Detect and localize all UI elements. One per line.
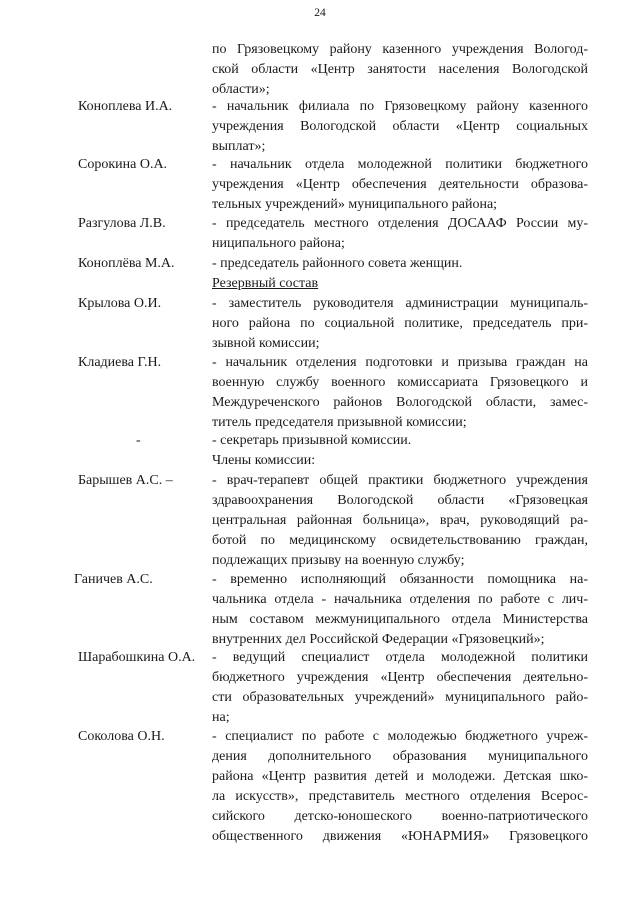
- position-line: внутренних дел Российской Федерации «Грязовецкий»;: [212, 632, 545, 647]
- member-name: Разгулова Л.В.: [78, 216, 166, 231]
- position-line: - председатель местного отделения ДОСААФ России му-: [212, 216, 588, 231]
- member-position: [212, 727, 588, 847]
- position-line: - секретарь призывной комиссии.: [212, 433, 412, 448]
- position-line: ниципального района;: [212, 236, 345, 251]
- member-name: Крылова О.И.: [78, 296, 162, 311]
- position-line: на;: [212, 710, 230, 725]
- member-position: [212, 214, 588, 254]
- position-line: сти образовательных учреждений» муниципального райо-: [212, 690, 588, 705]
- members-heading: Члены комиссии:: [212, 453, 316, 468]
- position-line: - начальник филиала по Грязовецкому району казенного: [212, 99, 588, 114]
- position-line: зывной комиссии;: [212, 336, 320, 351]
- position-line: - временно исполняющий обязанности помощника на-: [212, 572, 588, 587]
- member-name: Коноплева И.А.: [78, 99, 173, 114]
- position-line: ным составом межмуниципального отдела Министерства: [212, 612, 588, 627]
- position-line: центральная районная больница», врач, руководящий ра-: [212, 513, 588, 528]
- position-line: выплат»;: [212, 139, 266, 154]
- position-line: военную службу военного комиссариата Грязовецкого и: [212, 375, 588, 390]
- position-line: бюджетного учреждения «Центр обеспечения деятельно-: [212, 670, 588, 685]
- position-line: ла искусств», представитель местного отделения Всерос-: [212, 789, 588, 804]
- position-line: - ведущий специалист отдела молодежной политики: [212, 650, 588, 665]
- position-line: здравоохранения Вологодской области «Грязовецкая: [212, 493, 588, 508]
- member-name: Соколова О.Н.: [78, 729, 165, 744]
- member-name: Ганичев А.С.: [74, 572, 153, 587]
- page-number: 24: [314, 7, 326, 19]
- position-line: титель председателя призывной комиссии;: [212, 415, 467, 430]
- member-position: [212, 155, 588, 215]
- position-line: ного района по социальной политике, председатель при-: [212, 316, 588, 331]
- position-line: - специалист по работе с молодежью бюджетного учреж-: [212, 729, 588, 744]
- position-line: ботой по медицинскому освидетельствованию граждан,: [212, 533, 588, 548]
- member-position: [212, 648, 588, 728]
- position-line: - председатель районного совета женщин.: [212, 256, 463, 271]
- member-position: [212, 431, 588, 451]
- reserve-heading: Резервный состав: [212, 276, 319, 291]
- position-line: учреждения Вологодской области «Центр социальных: [212, 119, 588, 134]
- position-line: области»;: [212, 82, 270, 97]
- position-line: чальника отдела - начальника отделения по работе с лич-: [212, 592, 588, 607]
- member-name: -: [136, 433, 141, 448]
- member-name: Коноплёва М.А.: [78, 256, 175, 271]
- member-name: Шарабошкина О.А.: [78, 650, 196, 665]
- position-line: - врач-терапевт общей практики бюджетного учреждения: [212, 473, 588, 488]
- position-line: - начальник отдела молодежной политики бюджетного: [212, 157, 588, 172]
- member-position: [212, 570, 588, 650]
- member-name: Сорокина О.А.: [78, 157, 168, 172]
- position-line: дения дополнительного образования муниципального: [212, 749, 588, 764]
- member-position: [212, 471, 588, 571]
- member-position: [212, 353, 588, 433]
- position-line: подлежащих призыву на военную службу;: [212, 553, 465, 568]
- member-position: [212, 254, 588, 274]
- position-line: Междуреченского районов Вологодской области, замес-: [212, 395, 588, 410]
- member-position: [212, 97, 588, 157]
- position-line: сийского детско-юношеского военно-патриотического: [212, 809, 588, 824]
- position-line: тельных учреждений» муниципального района;: [212, 197, 498, 212]
- position-line: - заместитель руководителя администрации муниципаль-: [212, 296, 588, 311]
- member-position: [212, 294, 588, 354]
- position-line: общественного движения «ЮНАРМИЯ» Грязовецкого: [212, 829, 588, 844]
- position-line: - начальник отделения подготовки и призыва граждан на: [212, 355, 588, 370]
- position-line: ской области «Центр занятости населения Вологодской: [212, 62, 588, 77]
- member-position: [212, 40, 588, 100]
- position-line: по Грязовецкому району казенного учреждения Вологод-: [212, 42, 588, 57]
- position-line: района «Центр развития детей и молодежи. Детская шко-: [212, 769, 588, 784]
- member-name: Барышев А.С. –: [78, 473, 173, 488]
- position-line: учреждения «Центр обеспечения деятельности образова-: [212, 177, 588, 192]
- member-name: Кладиева Г.Н.: [78, 355, 162, 370]
